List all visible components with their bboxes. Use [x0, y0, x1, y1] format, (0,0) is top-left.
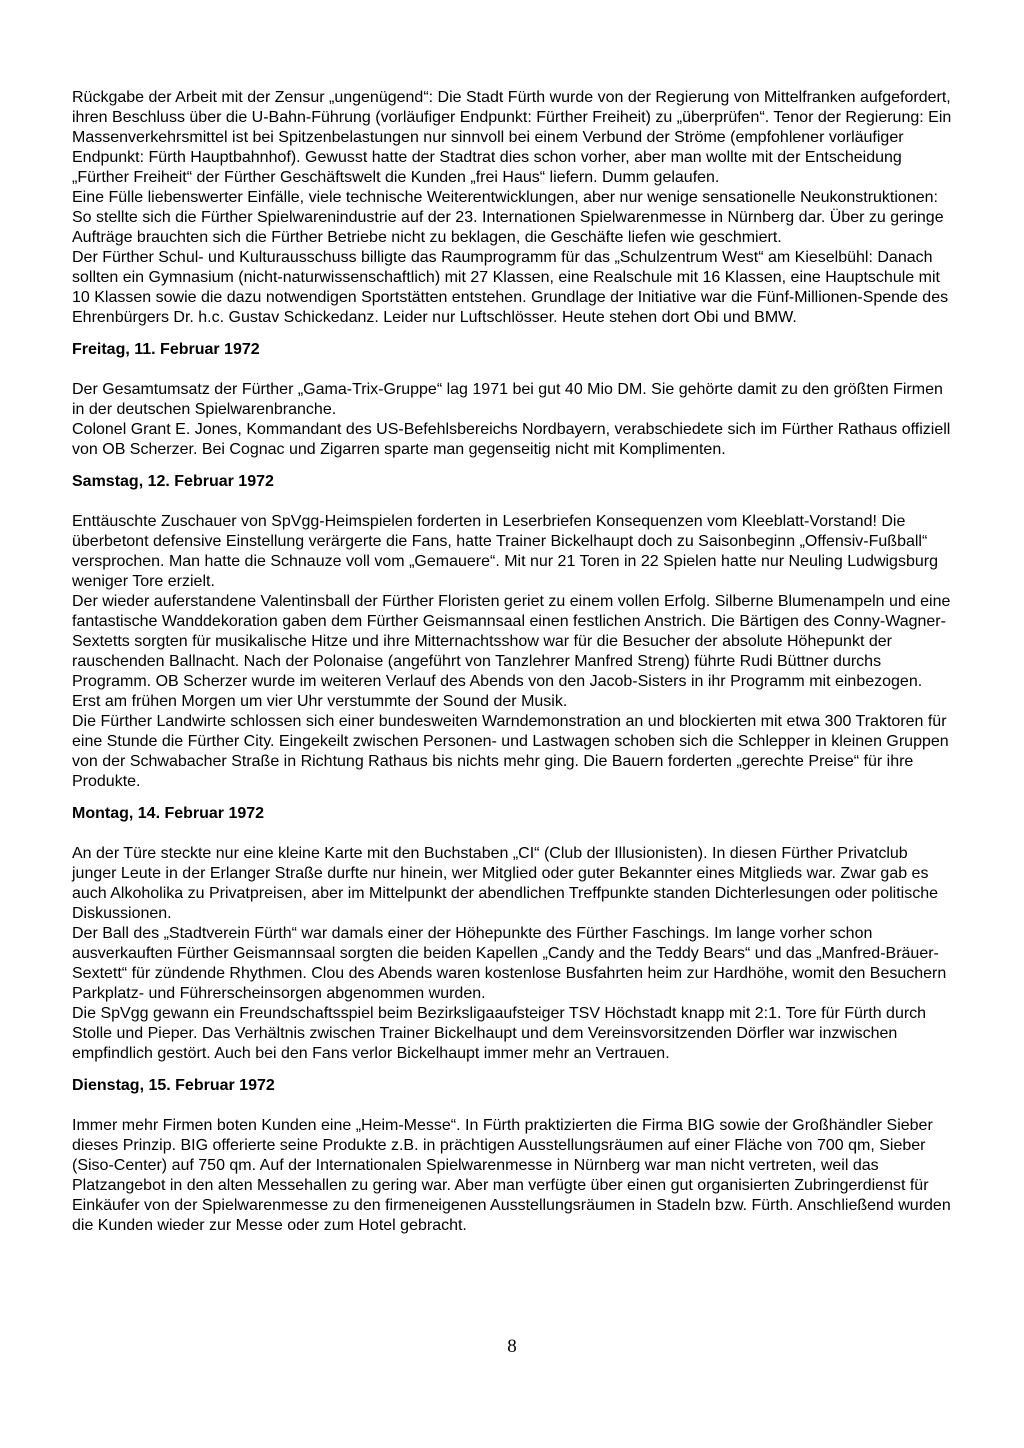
- body-paragraph: Die Fürther Landwirte schlossen sich einer bundesweiten Warndemonstration an und blockierten mit etwa 300 Traktoren für eine Stunde die Fürther City. Eingekeilt zwischen Personen- und Lastwagen schoben sich die Schlepper in kleinen Gruppen von der Schwabacher Straße in Richtung Rathaus bis nichts mehr ging. Die Bauern forderten „gerechte Preise“ für ihre Produkte.: [72, 713, 949, 790]
- page-footer: [0, 1336, 1024, 1358]
- page-number: 8: [507, 1336, 517, 1357]
- body-paragraph: Der Gesamtumsatz der Fürther „Gama-Trix-Gruppe“ lag 1971 bei gut 40 Mio DM. Sie gehörte damit zu den größten Firmen in der deutschen Spielwarenbranche.: [72, 381, 943, 418]
- body-paragraph: Der Ball des „Stadtverein Fürth“ war damals einer der Höhepunkte des Fürther Faschings. Im lange vorher schon ausverkauften Fürther Geismannsaal sorgten die beiden Kapellen „Candy and the Teddy Bears“ und das „Manfred-Bräuer-Sextett“ für zündende Rhythmen. Clou des Abends waren kostenlose Busfahrten heim zur Hardhöhe, womit den Besuchern Parkplatz- und Führerscheinsorgen abgenommen wurden.: [72, 925, 947, 1002]
- body-paragraph: An der Türe steckte nur eine kleine Karte mit den Buchstaben „CI“ (Club der Illusionisten). In diesen Fürther Privatclub junger Leute in der Erlanger Straße durfte nur hinein, wer Mitglied oder guter Bekannter eines Mitglieds war. Zwar gab es auch Alkoholika zu Privatpreisen, aber im Mittelpunkt der abendlichen Treffpunkte standen Dichterlesungen oder politische Diskussionen.: [72, 845, 938, 922]
- body-paragraph: Immer mehr Firmen boten Kunden eine „Heim-Messe“. In Fürth praktizierten die Firma BIG sowie der Großhändler Sieber dieses Prinzip. BIG offerierte seine Produkte z.B. in prächtigen Ausstellungsräumen auf einer Fläche von 700 qm, Sieber (Siso-Center) auf 750 qm. Auf der Internationalen Spielwarenmesse in Nürnberg war man nicht vertreten, weil das Platzangebot in den alten Messehallen zu gering war. Aber man verfügte über einen gut organisierten Zubringerdienst für Einkäufer von der Spielwarenmesse zu den firmeneigenen Ausstellungsräumen in Stadeln bzw. Fürth. Anschließend wurden die Kunden wieder zur Messe oder zum Hotel gebracht.: [72, 1117, 951, 1234]
- date-heading: Samstag, 12. Februar 1972: [72, 473, 274, 490]
- body-paragraph: Eine Fülle liebenswerter Einfälle, viele technische Weiterentwicklungen, aber nur wenige sensationelle Neukonstruktionen: So stellte sich die Fürther Spielwarenindustrie auf der 23. Internationen Spielwarenmesse in Nürnberg dar. Über zu geringe Aufträge brauchten sich die Fürther Betriebe nicht zu beklagen, die Geschäfte liefen wie geschmiert.: [72, 189, 944, 246]
- body-paragraph: Der Fürther Schul- und Kulturausschuss billigte das Raumprogramm für das „Schulzentrum West“ am Kieselbühl: Danach sollten ein Gymnasium (nicht-naturwissenschaftlich) mit 27 Klassen, eine Realschule mit 16 Klassen, eine Hauptschule mit 10 Klassen sowie die dazu notwendigen Sportstätten entstehen. Grundlage der Initiative war die Fünf-Millionen-Spende des Ehrenbürgers Dr. h.c. Gustav Schickedanz. Leider nur Luftschlösser. Heute stehen dort Obi und BMW.: [72, 249, 949, 326]
- document-text-body: [72, 88, 954, 1236]
- body-paragraph: Enttäuschte Zuschauer von SpVgg-Heimspielen forderten in Leserbriefen Konsequenzen vom Kleeblatt-Vorstand! Die überbetont defensive Einstellung verärgerte die Fans, hatte Trainer Bickelhaupt doch zu Saisonbeginn „Offensiv-Fußball“ versprochen. Man hatte die Schnauze voll vom „Gemauere“. Mit nur 21 Toren in 22 Spielen hatte nur Neuling Ludwigsburg weniger Tore erzielt.: [72, 513, 938, 590]
- date-heading: Freitag, 11. Februar 1972: [72, 341, 260, 358]
- body-paragraph: Der wieder auferstandene Valentinsball der Fürther Floristen geriet zu einem vollen Erfolg. Silberne Blumenampeln und eine fantastische Wanddekoration gaben dem Fürther Geismannsaal einen festlichen Anstrich. Die Bärtigen des Conny-Wagner-Sextetts sorgten für musikalische Hitze und ihre Mitternachtsshow war für die Besucher der absolute Höhepunkt der rauschenden Ballnacht. Nach der Polonaise (angeführt von Tanzlehrer Manfred Streng) führte Rudi Büttner durchs Programm. OB Scherzer wurde im weiteren Verlauf des Abends von den Jacob-Sisters in ihr Programm mit einbezogen. Erst am frühen Morgen um vier Uhr verstummte der Sound der Musik.: [72, 593, 951, 710]
- body-paragraph: Rückgabe der Arbeit mit der Zensur „ungenügend“: Die Stadt Fürth wurde von der Regierung von Mittelfranken aufgefordert, ihren Beschluss über die U-Bahn-Führung (vorläufiger Endpunkt: Fürther Freiheit) zu „überprüfen“. Tenor der Regierung: Ein Massenverkehrsmittel ist bei Spitzenbelastungen nur sinnvoll bei einem Verbund der Ströme (empfohlener vorläufiger Endpunkt: Fürth Hauptbahnhof). Gewusst hatte der Stadtrat dies schon vorher, aber man wollte mit der Entscheidung „Fürther Freiheit“ der Fürther Geschäftswelt die Kunden „frei Haus“ liefern. Dumm gelaufen.: [72, 89, 952, 186]
- date-heading: Montag, 14. Februar 1972: [72, 805, 265, 822]
- body-paragraph: Die SpVgg gewann ein Freundschaftsspiel beim Bezirksligaaufsteiger TSV Höchstadt knapp mit 2:1. Tore für Fürth durch Stolle und Pieper. Das Verhältnis zwischen Trainer Bickelhaupt und dem Vereinsvorsitzenden Dörfler war inzwischen empfindlich gestört. Auch bei den Fans verlor Bickelhaupt immer mehr an Vertrauen.: [72, 1005, 927, 1062]
- date-heading: Dienstag, 15. Februar 1972: [72, 1077, 275, 1094]
- body-paragraph: Colonel Grant E. Jones, Kommandant des US-Befehlsbereichs Nordbayern, verabschiedete sich im Fürther Rathaus offiziell von OB Scherzer. Bei Cognac und Zigarren sparte man gegenseitig nicht mit Komplimenten.: [72, 421, 951, 458]
